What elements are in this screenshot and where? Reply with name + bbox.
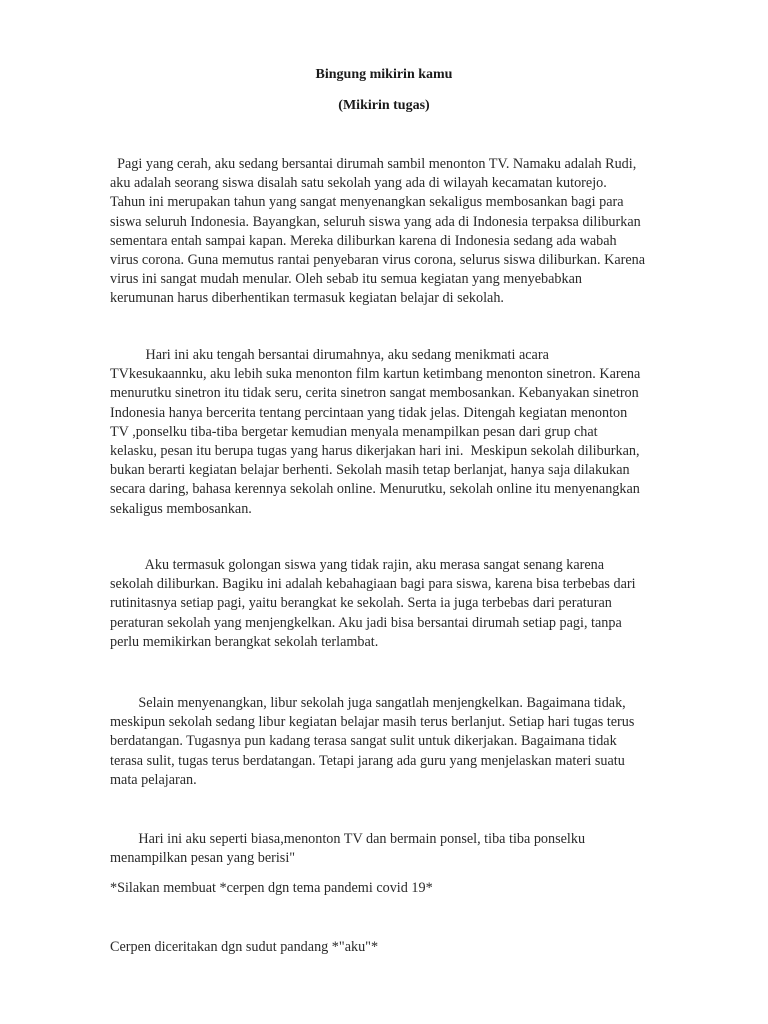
paragraph-line: kelasku, pesan itu berupa tugas yang harus dikerjakan hari ini. Meskipun sekolah diliburkan, — [110, 443, 640, 460]
paragraph-line: mata pelajaran. — [110, 771, 197, 788]
paragraph-line: sementara entah sampai kapan. Mereka diliburkan karena di Indonesia sedang ada wabah — [110, 232, 617, 249]
paragraph-line: virus ini sangat mudah menular. Oleh sebab itu semua kegiatan yang menyebabkan — [110, 271, 582, 288]
paragraph-line: rutinitasnya setiap pagi, yaitu berangkat ke sekolah. Serta ia juga terbebas dari peraturan — [110, 595, 612, 612]
paragraph-line: siswa seluruh Indonesia. Bayangkan, seluruh siswa yang ada di Indonesia terpaksa diliburkan — [110, 213, 641, 230]
paragraph-5 — [110, 830, 670, 868]
paragraph-line: aku adalah seorang siswa disalah satu sekolah yang ada di wilayah kecamatan kutorejo. — [110, 175, 607, 192]
paragraph-line: Tahun ini merupakan tahun yang sangat menyenangkan sekaligus membosankan bagi para — [110, 194, 624, 211]
paragraph-1 — [110, 155, 670, 309]
paragraph-line: TV ,ponselku tiba-tiba bergetar kemudian menyala menampilkan pesan dari grup chat — [110, 423, 598, 440]
paragraph-line: secara daring, bahasa kerennya sekolah online. Menurutku, sekolah online itu menyenangkan — [110, 481, 640, 498]
paragraph-line: Pagi yang cerah, aku sedang bersantai dirumah sambil menonton TV. Namaku adalah Rudi, — [110, 156, 637, 172]
note-line: *Silakan membuat *cerpen dgn tema pandemi covid 19* — [110, 880, 433, 896]
paragraph-line: perlu memikirkan berangkat sekolah terlambat. — [110, 633, 379, 650]
paragraph-line: peraturan sekolah yang menjengkelkan. Aku jadi bisa bersantai dirumah setiap pagi, tanpa — [110, 614, 622, 631]
note-line: Cerpen diceritakan dgn sudut pandang *"aku"* — [110, 939, 379, 955]
paragraph-line: TVkesukaannku, aku lebih suka menonton film kartun ketimbang menonton sinetron. Karena — [110, 366, 641, 383]
paragraph-line: sekolah diliburkan. Bagiku ini adalah kebahagiaan bagi para siswa, karena bisa terbebas dari — [110, 576, 636, 593]
paragraph-3 — [110, 556, 670, 652]
paragraph-line: meskipun sekolah sedang libur kegiatan belajar masih terus berlanjut. Setiap hari tugas terus — [110, 714, 635, 731]
paragraph-line: menampilkan pesan yang berisi" — [110, 850, 296, 867]
paragraph-line: Selain menyenangkan, libur sekolah juga sangatlah menjengkelkan. Bagaimana tidak, — [110, 695, 626, 711]
document-title: Bingung mikirin kamu — [315, 67, 453, 82]
paragraph-line: Indonesia hanya bercerita tentang percintaan yang tidak jelas. Ditengah kegiatan menonton — [110, 404, 628, 421]
point-of-view-note — [110, 938, 670, 957]
paragraph-line: menurutku sinetron itu tidak seru, cerita sinetron sangat membosankan. Kebanyakan sinetron — [110, 385, 639, 402]
paragraph-line: Aku termasuk golongan siswa yang tidak rajin, aku merasa sangat senang karena — [110, 557, 605, 573]
paragraph-4 — [110, 694, 670, 790]
paragraph-line: berdatangan. Tugasnya pun kadang terasa sangat sulit untuk dikerjakan. Bagaimana tidak — [110, 733, 617, 750]
paragraph-line: sekaligus membosankan. — [110, 500, 252, 517]
paragraph-line: Hari ini aku seperti biasa,menonton TV dan bermain ponsel, tiba tiba ponselku — [110, 831, 586, 847]
paragraph-2 — [110, 346, 670, 519]
paragraph-line: terasa sulit, tugas terus berdatangan. Tetapi jarang ada guru yang menjelaskan materi suatu — [110, 752, 625, 769]
paragraph-line: bukan berarti kegiatan belajar berhenti. Sekolah masih tetap berlanjat, hanya saja dilakukan — [110, 462, 630, 479]
document-subtitle: (Mikirin tugas) — [338, 98, 430, 113]
paragraph-line: Hari ini aku tengah bersantai dirumahnya, aku sedang menikmati acara — [110, 347, 549, 363]
assignment-note — [110, 879, 670, 898]
paragraph-line: kerumunan harus diberhentikan termasuk kegiatan belajar di sekolah. — [110, 290, 504, 307]
paragraph-line: virus corona. Guna memutus rantai penyebaran virus corona, selurus siswa diliburkan. Karena — [110, 252, 646, 269]
